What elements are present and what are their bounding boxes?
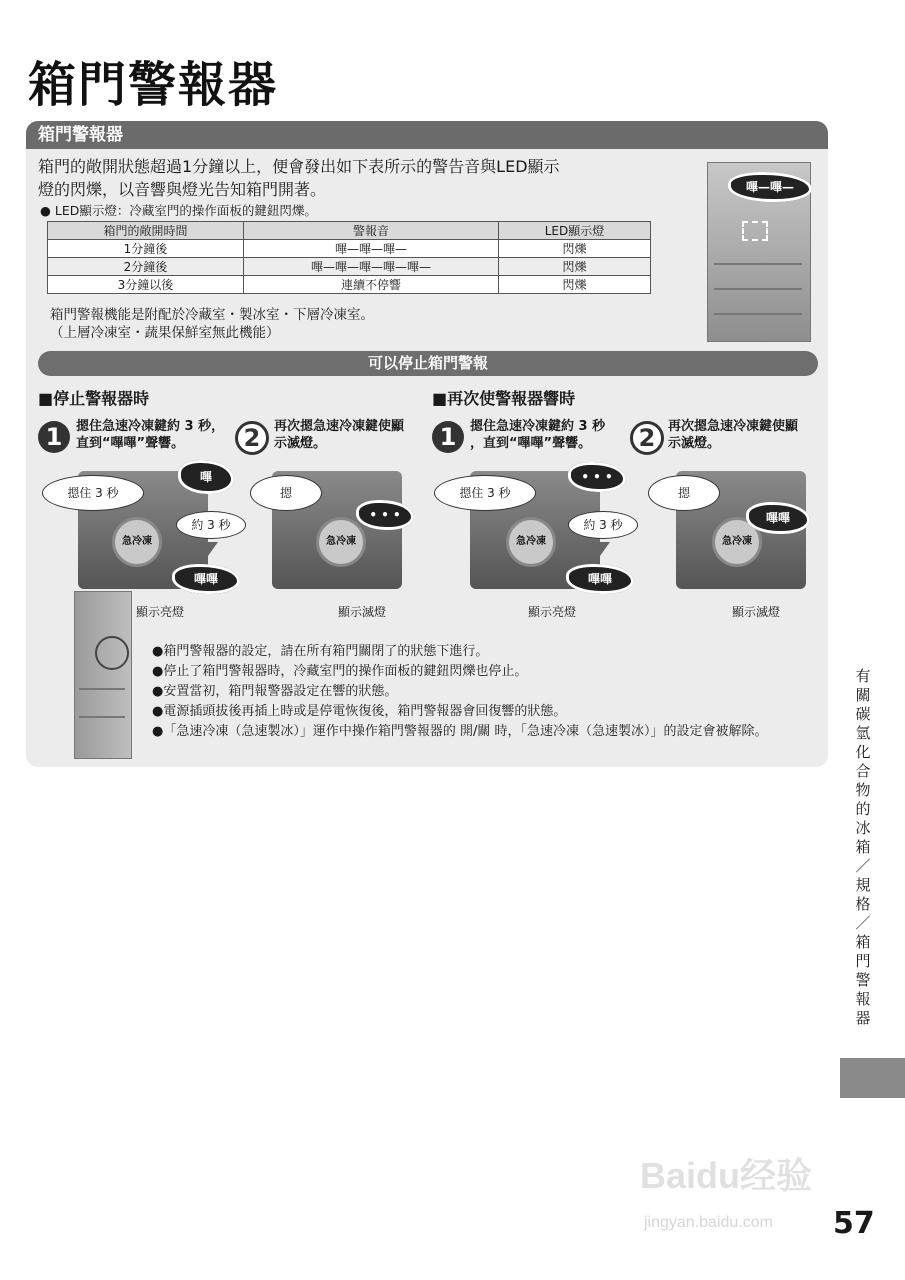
step-text-line: 直到“嗶嗶”聲響。 <box>76 436 185 451</box>
step-text-line: 示滅燈。 <box>668 436 721 451</box>
intro-line-1: 箱門的敞開狀態超過1分鐘以上，便會發出如下表所示的警告音與LED顯示 <box>38 157 560 176</box>
alarm-table <box>47 221 651 294</box>
step-text-line: 示滅燈。 <box>274 436 327 451</box>
step-text-line: 再次摁急速冷凍鍵使顯 <box>668 419 799 434</box>
watermark-logo: Baidu经验 <box>640 1155 813 1196</box>
table-header: 箱門的敞開時間 <box>48 222 244 240</box>
caption-lit: 顯示亮燈 <box>528 605 577 619</box>
table-row <box>48 258 651 276</box>
table-cell: 閃爍 <box>499 240 651 258</box>
beep-burst: 嗶嗶 <box>746 502 810 534</box>
notes-list <box>152 642 822 742</box>
caption-off: 顯示滅燈 <box>732 605 781 619</box>
beep-burst: 嗶嗶 <box>172 564 240 594</box>
hold-bubble: 摁住 3 秒 <box>42 475 144 511</box>
table-cell: 2分鐘後 <box>48 258 244 276</box>
arrow-down-icon <box>198 542 218 556</box>
led-note: ● LED顯示燈：冷藏室門的操作面板的鍵鈕閃爍。 <box>40 203 317 218</box>
page-title: 箱門警報器 <box>28 57 279 113</box>
note-item: ●「急速冷凍（急速製冰）」運作中操作箱門警報器的 開/關 時，「急速冷凍（急速製冰）」的設定會被解除。 <box>152 724 768 739</box>
press-bubble: 摁 <box>648 475 720 511</box>
table-header: 警報音 <box>244 222 499 240</box>
step-1-number: 1 <box>38 421 70 453</box>
step-1-text <box>76 418 224 452</box>
table-cell: 1分鐘後 <box>48 240 244 258</box>
side-chapter-label: 有關碳氫化合物的冰箱／規格 ／ 箱門警報器 <box>855 667 886 1027</box>
note-item: ●電源插頭拔後再插上時或是停電恢復後，箱門警報器會回復響的狀態。 <box>152 704 567 719</box>
silent-burst: • • • <box>568 462 626 492</box>
table-row <box>48 240 651 258</box>
step-1-text <box>470 418 605 452</box>
intro-line-2: 燈的閃爍，以音響與燈光告知箱門開著。 <box>38 180 327 199</box>
note-item: ●箱門警報器的設定，請在所有箱門關閉了的狀態下進行。 <box>152 644 489 659</box>
caption-lit: 顯示亮燈 <box>136 605 185 619</box>
caption-off: 顯示滅燈 <box>338 605 387 619</box>
table-row <box>48 276 651 294</box>
quick-freeze-button[interactable]: 急冷凍 <box>316 517 366 567</box>
section-header: 箱門警報器 <box>26 121 828 149</box>
hold-bubble: 摁住 3 秒 <box>434 475 536 511</box>
side-tab <box>840 1058 905 1098</box>
duration-bubble: 約 3 秒 <box>568 511 638 539</box>
table-header: LED顯示燈 <box>499 222 651 240</box>
table-header-row <box>48 222 651 240</box>
quick-freeze-button[interactable]: 急冷凍 <box>506 517 556 567</box>
note-item: ●安置當初，箱門報警器設定在響的狀態。 <box>152 684 398 699</box>
stop-alarm-heading: ■停止警報器時 <box>38 389 150 408</box>
silent-burst: • • • <box>356 500 414 530</box>
table-cell: 閃爍 <box>499 258 651 276</box>
step-text-line: 摁住急速冷凍鍵約 3 秒， <box>76 419 225 434</box>
step-2-text <box>274 418 404 452</box>
quick-freeze-button[interactable]: 急冷凍 <box>712 517 762 567</box>
press-bubble: 摁 <box>250 475 322 511</box>
table-cell: 閃爍 <box>499 276 651 294</box>
stop-alarm-bar: 可以停止箱門警報 <box>38 351 818 376</box>
note-item: ●停止了箱門警報器時，冷藏室門的操作面板的鍵鈕閃爍也停止。 <box>152 664 528 679</box>
step-2-number: 2 <box>630 421 664 455</box>
duration-bubble: 約 3 秒 <box>176 511 246 539</box>
step-text-line: 摁住急速冷凍鍵約 3 秒 <box>470 419 606 434</box>
fridge-side-illustration <box>74 591 132 759</box>
arrow-down-icon <box>590 542 610 556</box>
step-1-number: 1 <box>432 421 464 453</box>
watermark-url: jingyan.baidu.com <box>644 1214 773 1231</box>
step-2-text <box>668 418 798 452</box>
table-cell: 3分鐘以後 <box>48 276 244 294</box>
beep-burst: 嗶嗶 <box>566 564 634 594</box>
step-2-number: 2 <box>235 421 269 455</box>
coverage-note-2: （上層冷凍室・蔬果保鮮室無此機能） <box>50 325 280 341</box>
table-cell: 嗶—嗶—嗶—嗶—嗶— <box>244 258 499 276</box>
step-text-line: ，直到“嗶嗶”聲響。 <box>470 436 592 451</box>
step-text-line: 再次摁急速冷凍鍵使顯 <box>274 419 405 434</box>
table-cell: 連續不停響 <box>244 276 499 294</box>
page-number: 57 <box>833 1206 875 1241</box>
fridge-beep-bubble: 嗶—嗶— <box>728 172 812 202</box>
table-cell: 嗶—嗶—嗶— <box>244 240 499 258</box>
quick-freeze-button[interactable]: 急冷凍 <box>112 517 162 567</box>
coverage-note-1: 箱門警報機能是附配於冷藏室・製冰室・下層冷凍室。 <box>50 307 374 323</box>
beep-burst: 嗶 <box>178 460 234 494</box>
resume-alarm-heading: ■再次使警報器響時 <box>432 389 576 408</box>
